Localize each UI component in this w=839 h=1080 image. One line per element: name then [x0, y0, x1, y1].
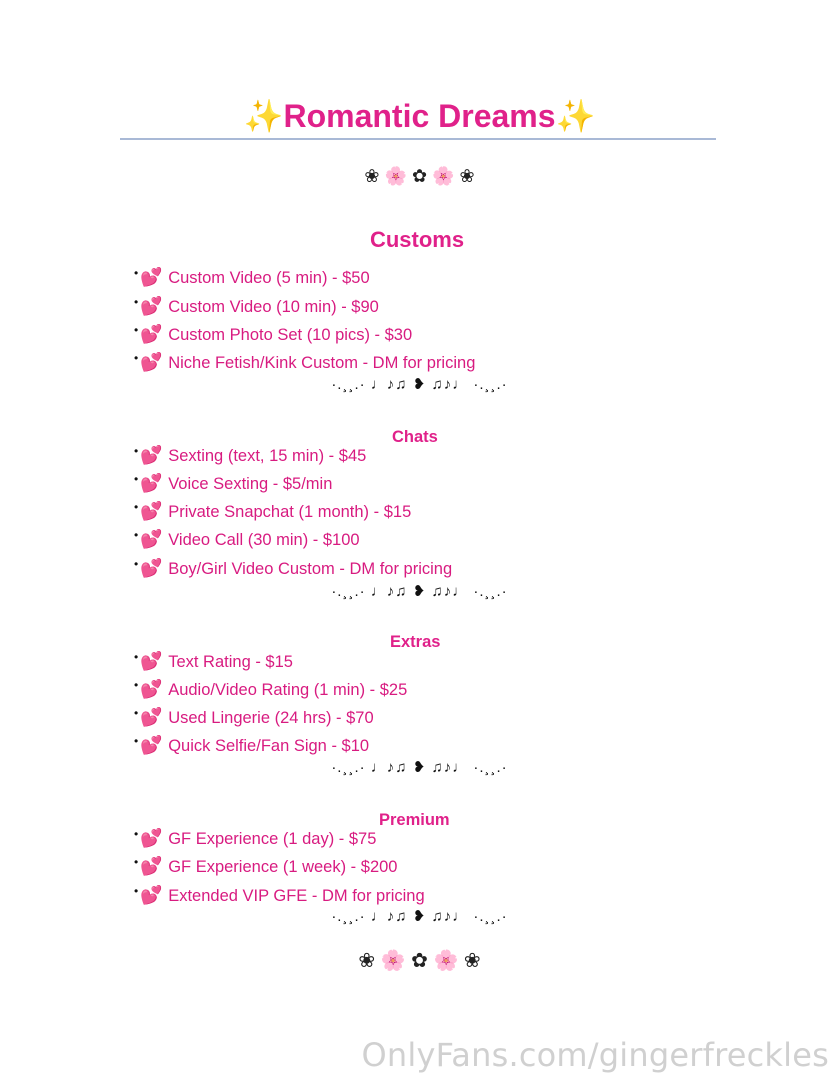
two-hearts-icon: 💕 — [140, 296, 163, 316]
two-hearts-icon: 💕 — [140, 324, 163, 344]
bullet: • — [134, 884, 139, 898]
list-item-text: Niche Fetish/Kink Custom - DM for pricing — [168, 354, 476, 372]
list-item-text: Audio/Video Rating (1 min) - $25 — [168, 681, 408, 699]
section-heading-extras: Extras — [390, 633, 441, 651]
list-item-text: Text Rating - $15 — [168, 653, 293, 671]
bullet: • — [134, 557, 139, 571]
bullet: • — [134, 444, 139, 458]
list-item-text: Custom Video (10 min) - $90 — [168, 298, 379, 316]
cherry-blossom-icon: 🌸 — [384, 166, 407, 186]
flower-row-top — [0, 165, 839, 187]
flower-icon: ✿ — [411, 950, 428, 972]
bullet: • — [134, 734, 139, 748]
two-hearts-icon: 💕 — [140, 501, 163, 521]
bullet: • — [134, 855, 139, 869]
two-hearts-icon: 💕 — [140, 445, 163, 465]
flower-outline-icon: ❀ — [358, 950, 376, 972]
title-underline — [120, 138, 716, 140]
bullet: • — [134, 472, 139, 486]
cherry-blossom-icon: 🌸 — [432, 166, 455, 186]
list-item-text: Voice Sexting - $5/min — [168, 475, 333, 493]
list-item-text: Custom Video (5 min) - $50 — [168, 269, 370, 287]
list-item-text: Quick Selfie/Fan Sign - $10 — [168, 737, 370, 755]
watermark: OnlyFans.com/gingerfreckles — [361, 1036, 829, 1074]
two-hearts-icon: 💕 — [140, 735, 163, 755]
flower-row-bottom — [0, 950, 839, 972]
list-item-text: GF Experience (1 day) - $75 — [168, 830, 377, 848]
music-divider: ·.¸¸.· ♩♪♫ ❥ ♫♪♩ ·.¸¸.· — [331, 908, 508, 925]
flower-icon: ✿ — [411, 166, 428, 186]
list-item — [134, 439, 366, 463]
flower-outline-icon: ❀ — [459, 166, 475, 186]
two-hearts-icon: 💕 — [140, 707, 163, 727]
list-item-text: Custom Photo Set (10 pics) - $30 — [168, 326, 413, 344]
two-hearts-icon: 💕 — [140, 352, 163, 372]
list-item-text: Used Lingerie (24 hrs) - $70 — [168, 709, 374, 727]
cherry-blossom-icon: 🌸 — [380, 950, 406, 972]
bullet: • — [134, 500, 139, 514]
list-item-text: Sexting (text, 15 min) - $45 — [168, 447, 367, 465]
page-title-text: Romantic Dreams — [283, 98, 556, 134]
list-item — [134, 467, 332, 491]
music-divider: ·.¸¸.· ♩♪♫ ❥ ♫♪♩ ·.¸¸.· — [331, 583, 508, 600]
two-hearts-icon: 💕 — [140, 267, 163, 287]
list-item — [134, 673, 407, 697]
bullet: • — [134, 528, 139, 542]
two-hearts-icon: 💕 — [140, 473, 163, 493]
cherry-blossom-icon: 🌸 — [433, 950, 459, 972]
list-item-text: Extended VIP GFE - DM for pricing — [168, 887, 425, 905]
list-item — [134, 729, 369, 753]
list-item — [134, 523, 360, 547]
list-item — [134, 495, 411, 519]
list-item — [134, 318, 412, 342]
two-hearts-icon: 💕 — [140, 529, 163, 549]
two-hearts-icon: 💕 — [140, 828, 163, 848]
list-item — [134, 290, 379, 314]
bullet: • — [134, 650, 139, 664]
list-item — [134, 552, 452, 576]
list-item-text: Video Call (30 min) - $100 — [168, 531, 360, 549]
flower-outline-icon: ❀ — [364, 166, 380, 186]
bullet: • — [134, 827, 139, 841]
bullet: • — [134, 295, 139, 309]
bullet: • — [134, 678, 139, 692]
list-item-text: GF Experience (1 week) - $200 — [168, 858, 398, 876]
sparkle-icon: ✨ — [555, 98, 596, 134]
two-hearts-icon: 💕 — [140, 679, 163, 699]
bullet: • — [134, 266, 139, 280]
section-heading-chats: Chats — [392, 428, 438, 446]
two-hearts-icon: 💕 — [140, 558, 163, 578]
list-item — [134, 879, 425, 903]
list-item — [134, 822, 376, 846]
flower-outline-icon: ❀ — [463, 950, 481, 972]
list-item — [134, 850, 397, 874]
list-item — [134, 701, 374, 725]
section-heading-premium: Premium — [379, 811, 450, 829]
list-item — [134, 261, 370, 285]
music-divider: ·.¸¸.· ♩♪♫ ❥ ♫♪♩ ·.¸¸.· — [331, 759, 508, 776]
list-item-text: Private Snapchat (1 month) - $15 — [168, 503, 412, 521]
page-title — [0, 94, 839, 138]
two-hearts-icon: 💕 — [140, 651, 163, 671]
bullet: • — [134, 323, 139, 337]
music-divider: ·.¸¸.· ♩♪♫ ❥ ♫♪♩ ·.¸¸.· — [331, 376, 508, 393]
sparkle-icon: ✨ — [243, 98, 284, 134]
list-item — [134, 645, 293, 669]
two-hearts-icon: 💕 — [140, 856, 163, 876]
bullet: • — [134, 706, 139, 720]
list-item-text: Boy/Girl Video Custom - DM for pricing — [168, 560, 453, 578]
bullet: • — [134, 351, 139, 365]
list-item — [134, 346, 475, 370]
two-hearts-icon: 💕 — [140, 885, 163, 905]
section-heading-customs: Customs — [369, 227, 465, 252]
